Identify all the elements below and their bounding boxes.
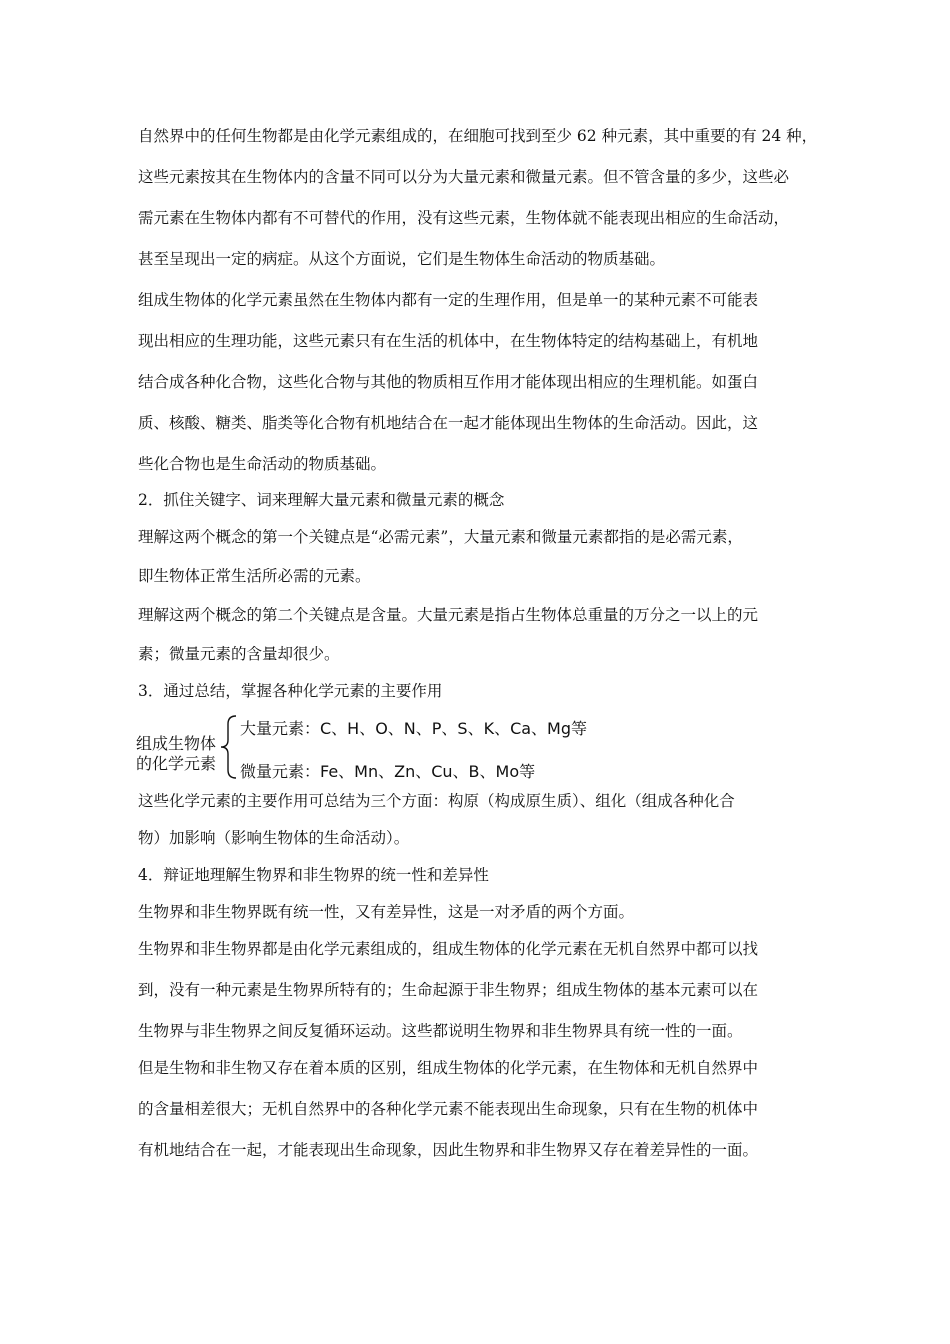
major-elements-branch: 大量元素：C、H、O、N、P、S、K、Ca、Mg等: [240, 719, 588, 738]
paragraph-line: 素；微量元素的含量却很少。: [138, 645, 340, 663]
paragraph-line: 但是生物和非生物又存在着本质的区别，组成生物体的化学元素，在生物体和无机自然界中: [138, 1059, 759, 1077]
paragraph-line: 的含量相差很大；无机自然界中的各种化学元素不能表现出生命现象，只有在生物的机体中: [138, 1100, 759, 1118]
paragraph-line: 自然界中的任何生物都是由化学元素组成的，在细胞可找到至少 62 种元素，其中重要的有 24 种，: [138, 127, 818, 145]
element-classification-diagram: [136, 712, 636, 782]
paragraph-line: 生物界和非生物界都是由化学元素组成的，组成生物体的化学元素在无机自然界中都可以找: [138, 940, 759, 958]
paragraph-line: 质、核酸、糖类、脂类等化合物有机地结合在一起才能体现出生物体的生命活动。因此，这: [138, 414, 759, 432]
paragraph-line: 理解这两个概念的第二个关键点是含量。大量元素是指占生物体总重量的万分之一以上的元: [138, 606, 759, 624]
paragraph-line: 结合成各种化合物，这些化合物与其他的物质相互作用才能体现出相应的生理机能。如蛋白: [138, 373, 759, 391]
trace-elements-branch: 微量元素：Fe、Mn、Zn、Cu、B、Mo等: [240, 762, 536, 781]
paragraph-line: 即生物体正常生活所必需的元素。: [138, 567, 371, 585]
paragraph-line: 生物界与非生物界之间反复循环运动。这些都说明生物界和非生物界具有统一性的一面。: [138, 1022, 743, 1040]
paragraph-line: 组成生物体的化学元素虽然在生物体内都有一定的生理作用，但是单一的某种元素不可能表: [138, 291, 759, 309]
paragraph-line: 到，没有一种元素是生物界所特有的；生命起源于非生物界；组成生物体的基本元素可以在: [138, 981, 759, 999]
diagram-group-label-line2: 的化学元素: [136, 754, 217, 773]
section-heading: 4．辩证地理解生物界和非生物界的统一性和差异性: [138, 866, 489, 884]
paragraph-line: 这些元素按其在生物体内的含量不同可以分为大量元素和微量元素。但不管含量的多少，这些必: [138, 168, 790, 186]
section-heading: 2．抓住关键字、词来理解大量元素和微量元素的概念: [138, 491, 505, 509]
paragraph-line: 生物界和非生物界既有统一性，又有差异性，这是一对矛盾的两个方面。: [138, 903, 635, 921]
paragraph-line: 物）加影响（影响生物体的生命活动）。: [138, 829, 410, 847]
paragraph-line: 这些化学元素的主要作用可总结为三个方面：构原（构成原生质）、组化（组成各种化合: [138, 792, 735, 810]
paragraph-line: 甚至呈现出一定的病症。从这个方面说，它们是生物体生命活动的物质基础。: [138, 250, 666, 268]
diagram-group-label-line1: 组成生物体: [136, 734, 217, 753]
paragraph-line: 理解这两个概念的第一个关键点是“必需元素”，大量元素和微量元素都指的是必需元素，: [138, 528, 743, 546]
paragraph-line: 现出相应的生理功能，这些元素只有在生活的机体中，在生物体特定的结构基础上，有机地: [138, 332, 759, 350]
curly-brace-icon: [136, 712, 246, 782]
paragraph-line: 有机地结合在一起，才能表现出生命现象，因此生物界和非生物界又存在着差异性的一面。: [138, 1141, 759, 1159]
paragraph-line: 些化合物也是生命活动的物质基础。: [138, 455, 387, 473]
section-heading: 3．通过总结，掌握各种化学元素的主要作用: [138, 682, 443, 700]
paragraph-line: 需元素在生物体内都有不可替代的作用，没有这些元素，生物体就不能表现出相应的生命活动，: [138, 209, 790, 227]
